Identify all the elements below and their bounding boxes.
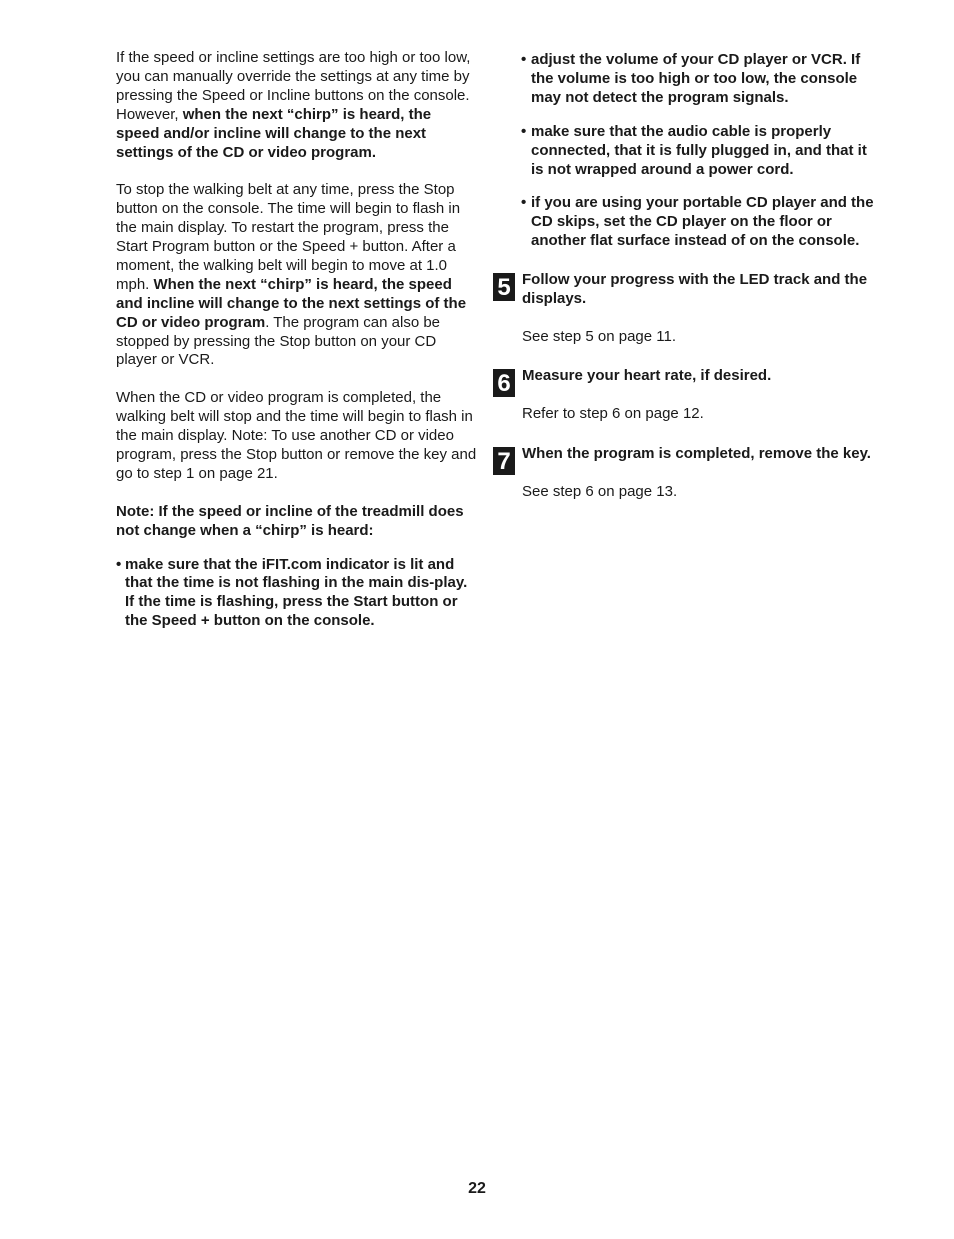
step-reference: See step 6 on page 13. — [522, 482, 678, 500]
bullet-cd-skips: • if you are using your portable CD player and the CD skips, set the CD player on the floor or another flat surface instead of on the console. — [521, 194, 874, 250]
paragraph-stop-belt: To stop the walking belt at any time, press the Stop button on the console. The time will begin to flash in the main display. To restart the program, press the Start Program button or the Speed + button. After a moment, the walking belt will begin to move at 1.0 mph. When the next “chirp” is heard, the speed and incline will change to the next settings of the CD or video program. The program can also be stopped by pressing the Stop button on your CD player or VCR. — [116, 181, 467, 369]
bullet-dot: • — [521, 122, 527, 140]
page-number: 22 — [468, 1180, 486, 1197]
step-number-badge: 5 — [493, 273, 515, 301]
right-column — [493, 49, 881, 502]
step-number-badge: 6 — [493, 369, 515, 397]
step-title: Follow your progress with the LED track and the displays. — [522, 271, 868, 308]
step-title: Measure your heart rate, if desired. — [522, 366, 772, 384]
bullet-audio-cable: • make sure that the audio cable is properly connected, that it is fully plugged in, and that it is not wrapped around a power cord. — [521, 122, 867, 178]
step-title: When the program is completed, remove the key. — [522, 444, 871, 462]
note-heading: Note: If the speed or incline of the treadmill does not change when a “chirp” is heard: — [116, 502, 464, 539]
step-5 — [493, 271, 881, 347]
step-reference: Refer to step 6 on page 12. — [522, 404, 704, 422]
step-number-badge: 7 — [493, 447, 515, 475]
bullet-dot: • — [521, 51, 527, 68]
bullet-dot: • — [116, 555, 122, 573]
left-column — [116, 49, 478, 646]
bullet-adjust-volume: • adjust the volume of your CD player or VCR. If the volume is too high or too low, the console may not detect the program signals. — [521, 51, 861, 106]
paragraph-program-completed: When the CD or video program is completed, the walking belt will stop and the time will begin to flash in the main display. Note: To use another CD or video program, press the Stop button or remove the key and go to step 1 on page 21. — [116, 389, 477, 482]
paragraph-override-settings: If the speed or incline settings are too high or too low, you can manually override the settings at any time by pressing the Speed or Incline buttons on the console. However, when the next “chirp” is heard, the speed and/or incline will change to the next settings of the CD or video program. — [116, 49, 471, 161]
step-7 — [493, 445, 881, 502]
step-6 — [493, 367, 881, 424]
step-reference: See step 5 on page 11. — [522, 327, 677, 345]
bullet-dot: • — [521, 194, 527, 212]
bullet-ifit-indicator: • make sure that the iFIT.com indicator is lit and that the time is not flashing in the main dis-play. If the time is flashing, press the Start button or the Speed + button on the console. — [116, 555, 468, 630]
